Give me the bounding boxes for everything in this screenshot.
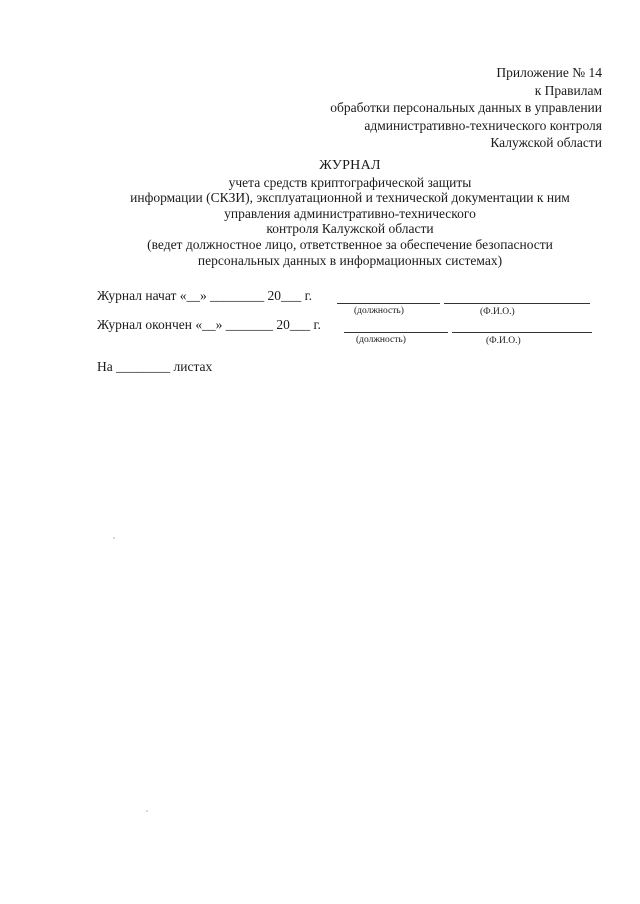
start-position-line: [337, 303, 440, 304]
end-position-line: [344, 332, 448, 333]
appendix-rules-ref: к Правилам: [534, 82, 602, 98]
start-position-caption: (должность): [354, 306, 404, 316]
journal-subtitle-line: управления административно-технического: [224, 205, 476, 221]
appendix-department: административно-технического контроля: [364, 117, 602, 133]
end-name-line: [452, 332, 592, 333]
sheets-count-row: На ________ листах: [97, 359, 213, 374]
appendix-rules-title: обработки персональных данных в управлении: [330, 100, 602, 115]
journal-start-row: Журнал начат «__» ________ 20___ г.: [97, 288, 313, 303]
start-name-caption: (Ф.И.О.): [480, 307, 515, 317]
journal-note-line: персональных данных в информационных системах): [197, 252, 503, 268]
scan-speck: [113, 537, 115, 539]
scan-speck: [146, 810, 148, 812]
journal-subtitle-line: контроля Калужской области: [266, 221, 434, 237]
appendix-number: Приложение № 14: [496, 65, 602, 80]
journal-title-block: [80, 158, 620, 268]
journal-heading: ЖУРНАЛ: [319, 158, 381, 173]
start-name-line: [444, 303, 590, 304]
journal-subtitle-line: информации (СКЗИ), эксплуатационной и технической документации к ним: [130, 190, 570, 206]
journal-note-line: (ведет должностное лицо, ответственное за обеспечение безопасности: [147, 236, 553, 252]
journal-subtitle-line: учета средств криптографической защиты: [228, 174, 472, 190]
end-position-caption: (должность): [356, 335, 406, 345]
journal-end-row: Журнал окончен «__» _______ 20___ г.: [97, 317, 321, 332]
appendix-reference: [330, 64, 602, 152]
appendix-region: Калужской области: [490, 135, 602, 150]
end-name-caption: (Ф.И.О.): [486, 336, 521, 346]
